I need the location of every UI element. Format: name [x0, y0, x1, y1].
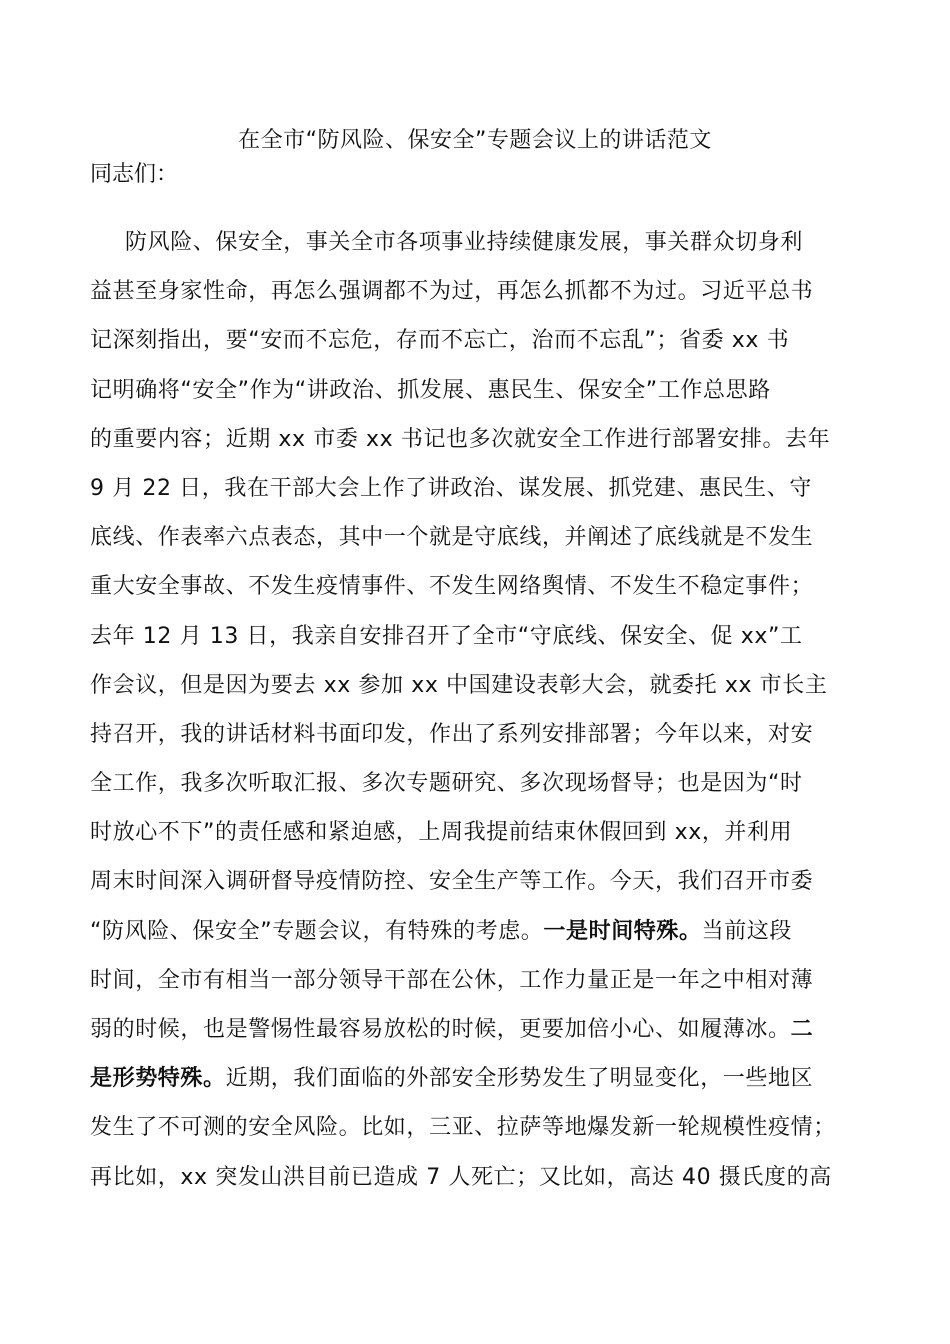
text-run: 时间，全市有相当一部分领导干部在公休，工作力量正是一年之中相对薄 — [90, 967, 814, 993]
text-run: 防风险、保安全，事关全市各项事业持续健康发展，事关群众切身利 — [125, 230, 804, 255]
text-line — [90, 474, 865, 523]
text-run: 持召开，我的讲话材料书面印发，作出了系列安排部署；今年以来，对安 — [90, 721, 814, 747]
text-line — [90, 326, 865, 375]
text-line — [90, 572, 865, 621]
text-line — [90, 769, 865, 818]
text-run: 益甚至身家性命，再怎么强调都不为过，再怎么抓都不为过。习近平总书 — [90, 279, 814, 305]
text-line — [90, 523, 865, 572]
text-line — [90, 1113, 865, 1162]
document-title: 在全市“防风险、保安全”专题会议上的讲话范文 — [238, 128, 712, 153]
text-line — [90, 966, 865, 1015]
text-run: 去年 12 月 13 日，我亲自安排召开了全市“守底线、保安全、促 xx”工 — [90, 623, 803, 649]
text-line — [90, 622, 865, 671]
text-run: 底线、作表率六点表态，其中一个就是守底线，并阐述了底线就是不发生 — [90, 525, 814, 551]
text-line — [90, 425, 865, 474]
text-line — [90, 1163, 865, 1212]
text-run: 时放心不下”的责任感和紧迫感，上周我提前结束休假回到 xx，并利用 — [90, 820, 793, 846]
bold-heading-run: 二 — [790, 1017, 814, 1042]
text-run: 近期，我们面临的外部安全形势发生了明显变化，一些地区 — [225, 1066, 814, 1092]
text-run: 周末时间深入调研督导疫情防控、安全生产等工作。今天，我们召开市委 — [90, 869, 814, 895]
salutation: 同志们： — [90, 162, 179, 187]
text-run: 重大安全事故、不发生疫情事件、不发生网络舆情、不发生不稳定事件； — [90, 574, 814, 600]
text-run: 作会议，但是因为要去 xx 参加 xx 中国建设表彰大会，就委托 xx 市长主 — [90, 672, 828, 698]
text-line — [90, 917, 865, 966]
body-paragraph — [90, 228, 865, 1212]
text-run: 当前这段 — [701, 918, 793, 944]
text-run: 弱的时候，也是警惕性最容易放松的时候，更要加倍小心、如履薄冰。 — [90, 1017, 791, 1042]
text-run: “防风险、保安全”专题会议，有特殊的考虑。 — [90, 918, 544, 944]
text-line — [90, 818, 865, 867]
text-run: 记明确将“安全”作为“讲政治、抓发展、惠民生、保安全”工作总思路 — [90, 377, 771, 403]
text-line — [90, 1015, 865, 1064]
text-line — [90, 867, 865, 916]
text-run: 9 月 22 日，我在干部大会上作了讲政治、谋发展、抓党建、惠民生、守 — [90, 475, 812, 501]
text-run: 再比如，xx 突发山洪目前已造成 7 人死亡；又比如，高达 40 摄氏度的高 — [90, 1164, 832, 1190]
text-line — [90, 1064, 865, 1113]
text-line — [90, 228, 865, 277]
text-line — [90, 277, 865, 326]
bold-heading-run: 一是时间特殊。 — [543, 918, 702, 944]
text-run: 全工作，我多次听取汇报、多次专题研究、多次现场督导；也是因为“时 — [90, 771, 803, 797]
text-line — [90, 671, 865, 720]
bold-heading-run: 是形势特殊。 — [90, 1066, 226, 1092]
text-line — [90, 720, 865, 769]
text-run: 发生了不可测的安全风险。比如，三亚、拉萨等地爆发新一轮规模性疫情； — [90, 1115, 836, 1141]
text-run: 的重要内容；近期 xx 市委 xx 书记也多次就安全工作进行部署安排。去年 — [90, 426, 831, 452]
text-run: 记深刻指出，要“安而不忘危，存而不忘亡，治而不忘乱”；省委 xx 书 — [90, 328, 790, 354]
text-line — [90, 376, 865, 425]
